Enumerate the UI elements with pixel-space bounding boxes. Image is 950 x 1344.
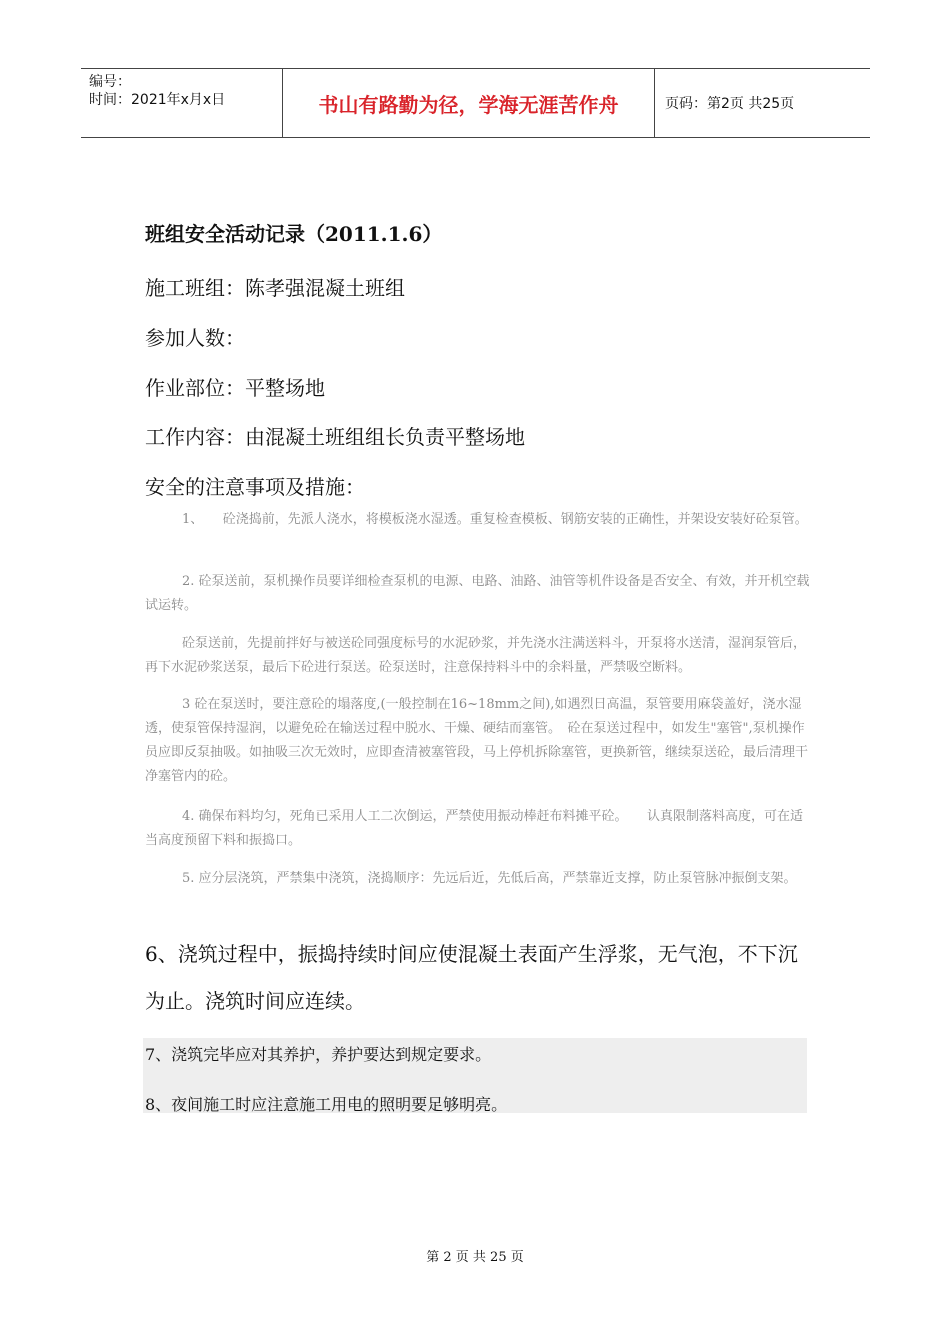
safety-item-3: 3 砼在泵送时，要注意砼的塌落度,(一般控制在16~18mm之间),如遇烈日高温，泵管要用麻袋盖好，浇水湿透，使泵管保持湿润，以避免砼在输送过程中脱水、干燥、硬结而塞管。 砼在泵送过程中，如发生"塞管",泵机操作员应即反泵抽吸。如抽吸三次无效时，应即查清被塞管段，马上停机拆除塞管，更换新管，继续泵送砼，最后清理干净塞管内的砼。	[145, 697, 809, 784]
safety-item-2b: 砼泵送前，先提前拌好与被送砼同强度标号的水泥砂浆，并先浇水注满送料斗，开泵将水送清，湿润泵管后，再下水泥砂浆送泵，最后下砼进行泵送。砼泵送时，注意保持料斗中的余料量，严禁吸空断料。	[145, 636, 807, 675]
safety-item-5: 5. 应分层浇筑，严禁集中浇筑，浇捣顺序：先远后近，先低后高，严禁靠近支撑，防止泵管脉冲振倒支架。	[182, 871, 797, 886]
header-meta	[81, 69, 283, 137]
header-motto: 书山有路勤为径，学海无涯苦作舟	[283, 69, 655, 137]
safety-item-1: 1、 砼浇捣前，先派人浇水，将模板浇水湿透。重复检查模板、钢筋安装的正确性，并架设安装好砼泵管。	[182, 512, 808, 527]
number-label: 编号：	[89, 74, 131, 90]
doc-title: 班组安全活动记录（2011.1.6）	[145, 222, 443, 246]
team-field: 施工班组：陈孝强混凝土班组	[145, 276, 405, 300]
safety-heading: 安全的注意事项及措施：	[145, 475, 365, 499]
safety-item-4: 4. 确保布料均匀，死角已采用人工二次倒运，严禁使用振动棒赶布料摊平砼。 认真限制落料高度，可在适当高度预留下料和振捣口。	[145, 809, 804, 848]
attendance-field: 参加人数：	[145, 326, 245, 350]
location-field: 作业部位：平整场地	[145, 376, 325, 400]
page-footer: 第 2 页 共 25 页	[426, 1250, 524, 1265]
safety-item-6: 6、浇筑过程中，振捣持续时间应使混凝土表面产生浮浆，无气泡，不下沉为止。浇筑时间应连续。	[145, 942, 798, 1013]
safety-item-8: 8、夜间施工时应注意施工用电的照明要足够明亮。	[145, 1095, 508, 1114]
safety-item-2: 2. 砼泵送前，泵机操作员要详细检查泵机的电源、电路、油路、油管等机件设备是否安全、有效，并开机空载试运转。	[145, 574, 810, 613]
page-header	[81, 68, 870, 138]
time-label: 时间：2021年x月x日	[89, 92, 226, 108]
work-field: 工作内容：由混凝土班组组长负责平整场地	[145, 425, 525, 449]
header-page-label: 页码：第2页 共25页	[665, 96, 795, 112]
safety-item-7: 7、浇筑完毕应对其养护，养护要达到规定要求。	[145, 1045, 492, 1064]
